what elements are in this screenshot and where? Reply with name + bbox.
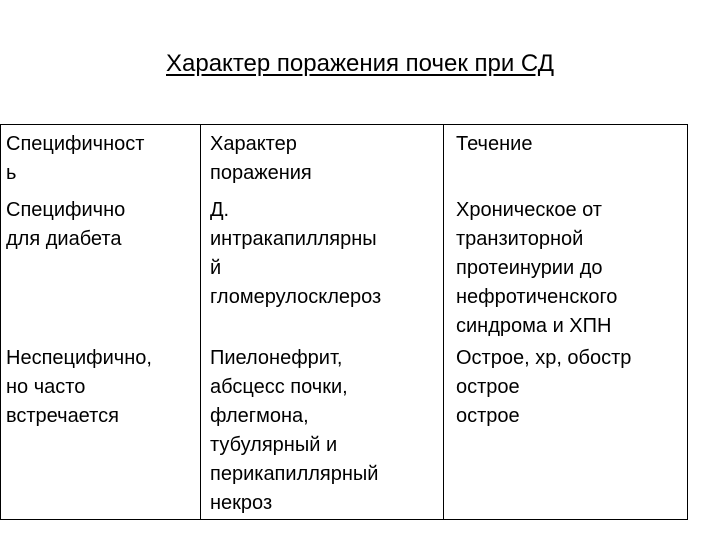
row1-course: Хроническое от транзиторной протеинурии до нефротиченского синдрома и ХПН [456,199,618,337]
header-specificity: Специфичност ь [6,133,145,184]
header-course: Течение [456,133,533,155]
row1-specificity: Специфично для диабета [6,199,126,250]
row2-damage-type: Пиелонефрит, абсцесс почки, флегмона, тубулярный и перикапиллярный некроз [210,347,379,514]
header-damage-type: Характер поражения [210,133,312,184]
column-divider [443,124,444,520]
row2-course: Острое, хр, обостр острое острое [456,347,632,427]
column-divider [200,124,201,520]
row1-damage-type: Д. интракапиллярны й гломерулосклероз [210,199,382,308]
slide-title: Характер поражения почек при СД [166,50,554,77]
row2-specificity: Неспецифично, но часто встречается [6,347,152,427]
